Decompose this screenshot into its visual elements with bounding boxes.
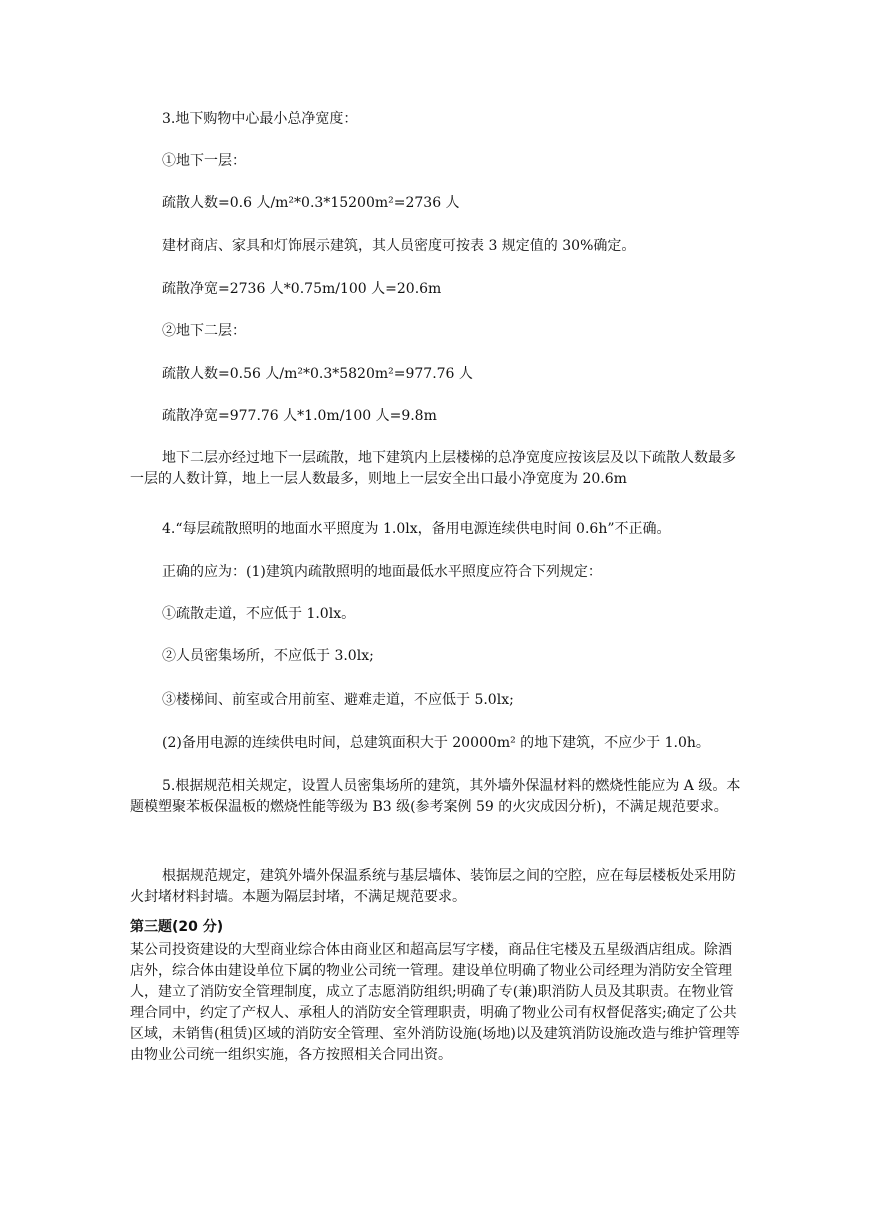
paragraph-density-note: 建材商店、家具和灯饰展示建筑，其人员密度可按表 3 规定值的 30%确定。 — [162, 238, 636, 254]
paragraph-lighting-rules: 正确的应为：(1)建筑内疏散照明的地面最低水平照度应符合下列规定： — [162, 564, 602, 580]
paragraph-basement-1: ①地下一层： — [162, 153, 246, 169]
paragraph-evac-width-title: 3.地下购物中心最小总净宽度： — [162, 111, 358, 127]
paragraph-evac-people-b1: 疏散人数=0.6 人/m²*0.3*15200m²=2736 人 — [162, 195, 460, 211]
paragraph-insulation-material: 5.根据规范相关规定，设置人员密集场所的建筑，其外墙外保温材料的燃烧性能应为 A 级。本题模塑聚苯板保温板的燃烧性能等级为 B3 级(参考案例 59 的火灾成因分析)，不满足规范要求。 — [130, 778, 741, 815]
paragraph-basement-conclusion: 地下二层亦经过地下一层疏散，地下建筑内上层楼梯的总净宽度应按该层及以下疏散人数最多一层的人数计算，地上一层人数最多，则地上一层安全出口最小净宽度为 20.6m — [130, 450, 736, 487]
paragraph-lighting-stairs: ③楼梯间、前室或合用前室、避难走道，不应低于 5.0lx; — [162, 692, 514, 708]
paragraph-evac-width-b1: 疏散净宽=2736 人*0.75m/100 人=20.6m — [162, 281, 442, 297]
paragraph-lighting-crowded: ②人员密集场所，不应低于 3.0lx; — [162, 648, 374, 664]
paragraph-evac-people-b2: 疏散人数=0.56 人/m²*0.3*5820m²=977.76 人 — [162, 366, 473, 382]
paragraph-backup-power: (2)备用电源的连续供电时间，总建筑面积大于 20000m² 的地下建筑，不应少于 1.0h。 — [162, 735, 710, 751]
section-heading: 第三题(20 分) — [130, 919, 224, 935]
paragraph-lighting-issue: 4.“每层疏散照明的地面水平照度为 1.0lx，备用电源连续供电时间 0.6h”不正确。 — [162, 521, 671, 537]
paragraph-basement-2: ②地下二层： — [162, 323, 246, 339]
case-description: 某公司投资建设的大型商业综合体由商业区和超高层写字楼，商品住宅楼及五星级酒店组成。除酒店外，综合体由建设单位下属的物业公司统一管理。建设单位明确了物业公司经理为消防安全管理人，建立了消防安全管理制度，成立了志愿消防组织;明确了专(兼)职消防人员及其职责。在物业管理合同中，约定了产权人、承租人的消防安全管理职责，明确了物业公司有权督促落实;确定了公共区域，未销售(租赁)区域的消防安全管理、室外消防设施(场地)以及建筑消防设施改造与维护管理等由物业公司统一组织实施，各方按照相关合同出资。 — [130, 942, 740, 1063]
paragraph-lighting-corridor: ①疏散走道，不应低于 1.0lx。 — [162, 606, 356, 622]
paragraph-cavity-sealing: 根据规范规定，建筑外墙外保温系统与基层墙体、装饰层之间的空腔，应在每层楼板处采用防火封堵材料封墙。本题为隔层封堵，不满足规范要求。 — [130, 868, 736, 905]
paragraph-evac-width-b2: 疏散净宽=977.76 人*1.0m/100 人=9.8m — [162, 408, 437, 424]
